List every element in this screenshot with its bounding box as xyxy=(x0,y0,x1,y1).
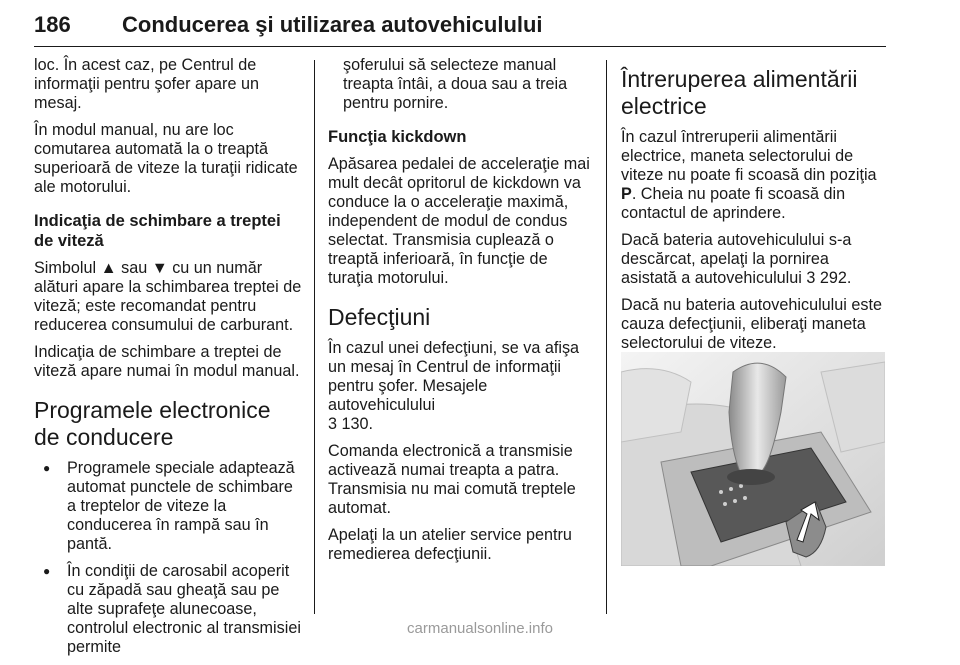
paragraph xyxy=(328,339,596,434)
paragraph: Dacă nu bateria autovehiculului este cauza defecţiunii, eliberaţi maneta selectorului de viteze. xyxy=(621,296,882,352)
paragraph-text: Dacă bateria autovehiculului s-a descărcat, apelaţi la pornirea asistată a autovehiculului xyxy=(621,231,852,287)
page-header xyxy=(34,4,886,47)
paragraph-text: . Cheia nu poate fi scoasă din contactul de aprindere. xyxy=(621,185,846,222)
paragraph: Comanda electronică a transmisie activează numai treapta a patra. Transmisia nu mai comută treptele automat. xyxy=(328,442,576,517)
paragraph-text: În cazul unei defecţiuni, se va afişa un mesaj în Centrul de informaţii pentru şofer. Mesajele autovehiculului xyxy=(328,339,580,414)
page-reference-link[interactable]: 3 130. xyxy=(328,415,374,433)
list-item: ● În condiţii de carosabil acoperit cu zăpadă sau gheaţă sau pe alte suprafeţe alunecoase, controlul electronic al transmisiei permite xyxy=(34,562,302,657)
section-heading: Funcţia kickdown xyxy=(328,128,467,146)
gear-selector-illustration xyxy=(621,352,885,566)
chapter-heading: Programele electronice de conducere xyxy=(34,397,271,450)
paragraph: Simbolul ▲ sau ▼ cu un număr alături apare la schimbarea treptei de viteză; este recomandat pentru reducerea consumului de carburant. xyxy=(34,259,302,334)
paragraph: loc. În acest caz, pe Centrul de informaţii pentru şofer apare un mesaj. xyxy=(34,56,259,112)
gear-position-p: P xyxy=(621,185,632,203)
gear-selector-figure xyxy=(621,352,885,566)
paragraph: Indicaţia de schimbare a treptei de viteză apare numai în modul manual. xyxy=(34,343,300,380)
paragraph: Apăsarea pedalei de acceleraţie mai mult decât opritorul de kickdown va conduce la o acceleraţie maximă, independent de modul de condus selectat. Transmisia cuplează o treaptă inferioară, în funcţie de turaţia motorului. xyxy=(328,155,590,287)
running-title: Conducerea şi utilizarea autovehiculului xyxy=(122,12,543,37)
page-number: 186 xyxy=(34,12,71,37)
paragraph xyxy=(621,231,889,288)
paragraph: Apelaţi la un atelier service pentru remedierea defecţiunii. xyxy=(328,526,572,563)
page-reference-link[interactable]: 3 292. xyxy=(806,269,852,287)
column-divider xyxy=(606,60,607,614)
section-heading: Indicaţia de schimbare a treptei de viteză xyxy=(34,212,281,250)
list-item: ● Programele speciale adaptează automat punctele de schimbare a treptelor de viteze la conducerea în rampă sau în pantă. xyxy=(34,459,302,554)
paragraph-text: În cazul întreruperii alimentării electrice, maneta selectorului de viteze nu poate fi scoasă din poziţia xyxy=(621,128,877,184)
column-1 xyxy=(34,56,302,665)
paragraph: În modul manual, nu are loc comutarea automată la o treaptă superioară de viteze la turaţii ridicate ale motorului. xyxy=(34,121,298,196)
column-3 xyxy=(621,56,889,380)
chapter-heading: Defecţiuni xyxy=(328,304,431,330)
column-2 xyxy=(328,56,596,572)
paragraph xyxy=(621,128,889,223)
watermark: carmanualsonline.info xyxy=(407,620,553,637)
paragraph: şoferului să selecteze manual treapta întâi, a doua sau a treia pentru pornire. xyxy=(343,56,568,112)
chapter-heading: Întreruperea alimentării electrice xyxy=(621,66,858,119)
column-divider xyxy=(314,60,315,614)
